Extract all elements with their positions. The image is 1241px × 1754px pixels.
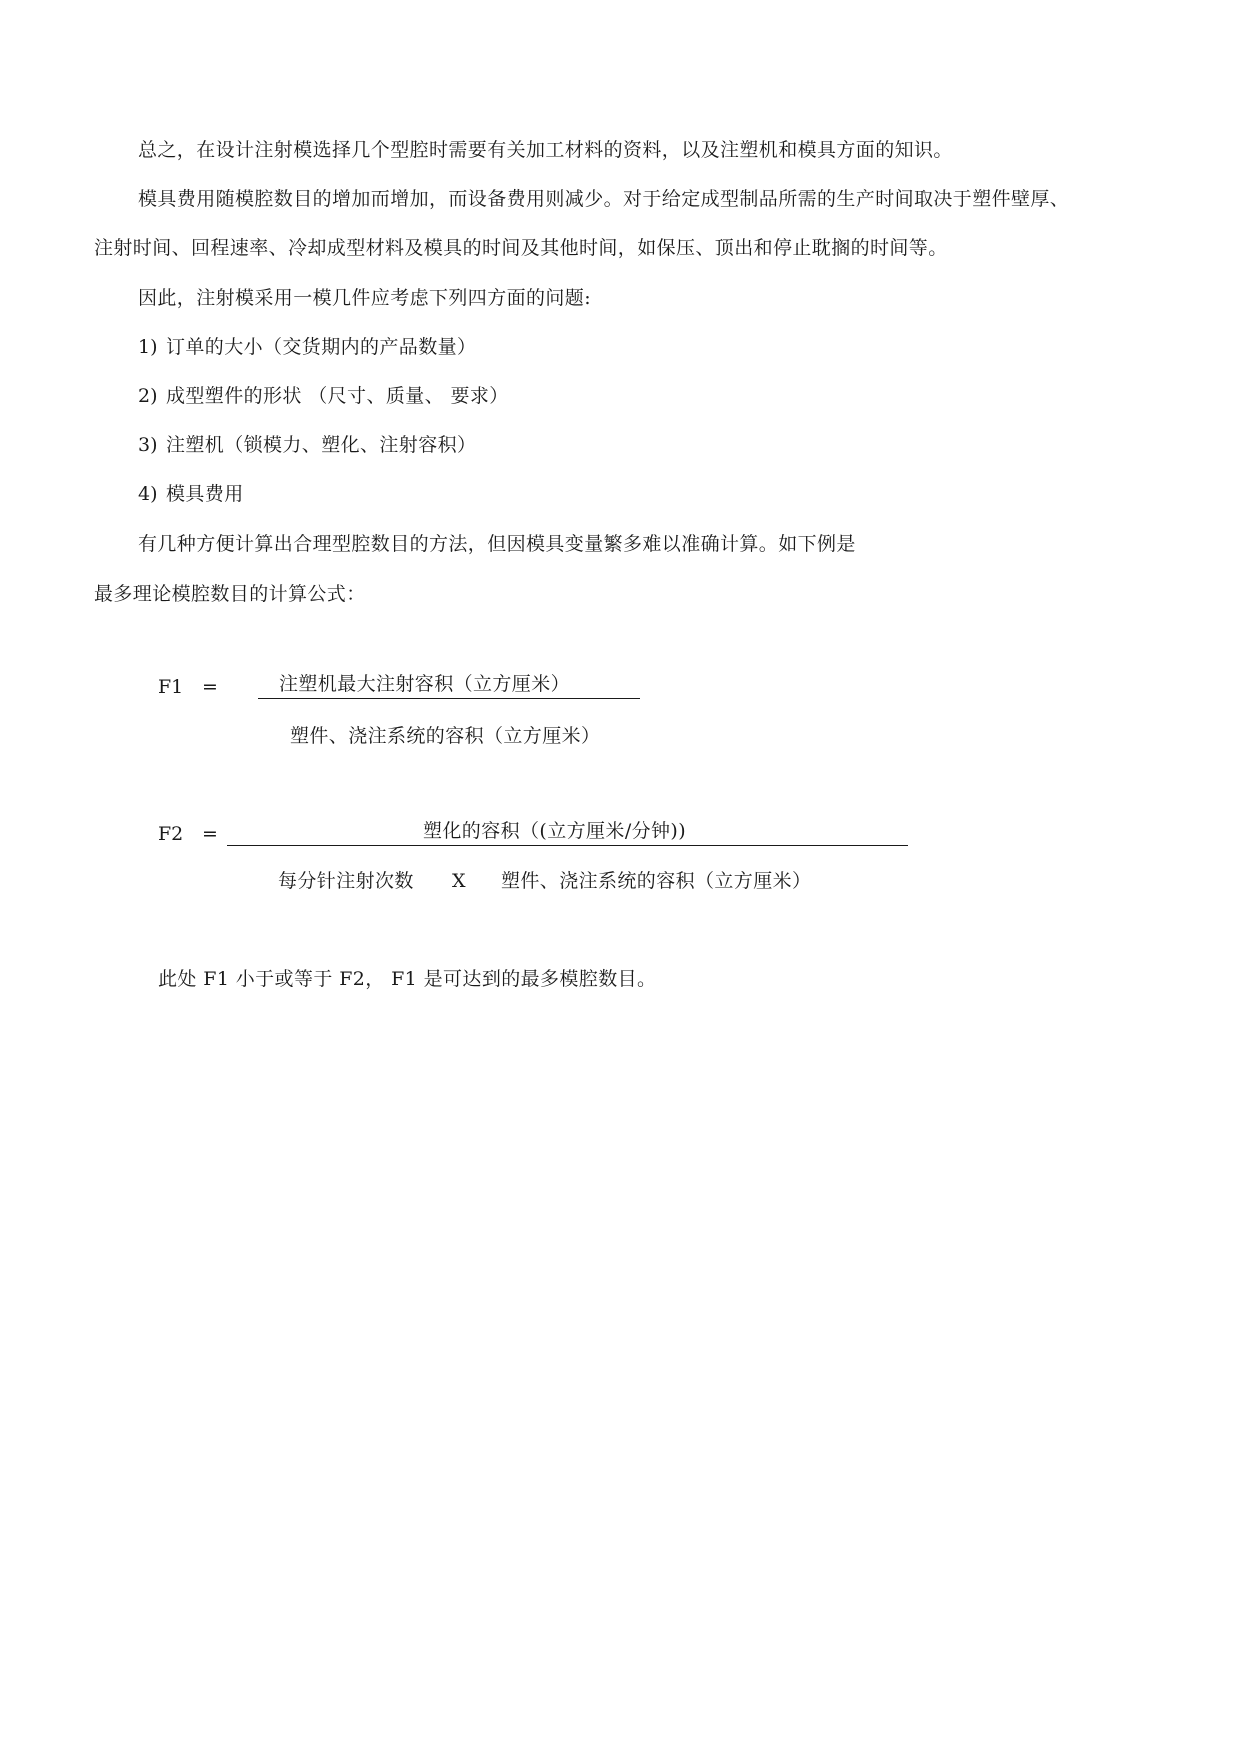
list-item-number: 3) [138, 434, 158, 456]
formula-f1-denominator: 塑件、浇注系统的容积（立方厘米） [290, 725, 601, 747]
list-item: 成型塑件的形状 （尺寸、质量、 要求） [166, 385, 509, 407]
formula-f1-numerator: 注塑机最大注射容积（立方厘米） [279, 673, 571, 695]
list-item-number: 4) [138, 483, 158, 505]
paragraph-cost-line2: 注射时间、回程速率、冷却成型材料及模具的时间及其他时间，如保压、顶出和停止耽搁的时间等。 [94, 237, 948, 259]
list-item: 注塑机（锁模力、塑化、注射容积） [166, 434, 477, 456]
list-item: 订单的大小（交货期内的产品数量） [166, 336, 477, 358]
paragraph-considerations: 因此，注射模采用一模几件应考虑下列四方面的问题: [138, 287, 592, 309]
paragraph-methods-line1: 有几种方便计算出合理型腔数目的方法，但因模具变量繁多难以准确计算。如下例是 [138, 533, 856, 555]
list-item: 模具费用 [166, 483, 244, 505]
formula-f2-fraction-bar [227, 845, 908, 846]
formula-f1-fraction-bar [258, 698, 640, 699]
formula-f2-lhs: F2 [158, 823, 184, 845]
list-item-number: 2) [138, 385, 158, 407]
formula-f2-equals: = [202, 823, 218, 845]
paragraph-summary: 总之，在设计注射模选择几个型腔时需要有关加工材料的资料，以及注塑机和模具方面的知识。 [138, 139, 953, 161]
paragraph-cost-line1: 模具费用随模腔数目的增加而增加，而设备费用则减少。对于给定成型制品所需的生产时间取决于塑件壁厚、 [138, 188, 1070, 210]
formula-f1-lhs: F1 [158, 676, 184, 698]
list-item-number: 1) [138, 336, 158, 358]
formula-f2-denominator-volume: 塑件、浇注系统的容积（立方厘米） [501, 870, 812, 892]
formula-f2-times: X [452, 870, 466, 892]
formula-f1-equals: = [202, 676, 218, 698]
paragraph-methods-line2: 最多理论模腔数目的计算公式： [94, 583, 366, 605]
formula-f2-numerator: 塑化的容积（(立方厘米/分钟)) [423, 820, 687, 842]
paragraph-conclusion: 此处 F1 小于或等于 F2， F1 是可达到的最多模腔数目。 [158, 968, 657, 990]
formula-f2-denominator-shots: 每分针注射次数 [278, 870, 414, 892]
